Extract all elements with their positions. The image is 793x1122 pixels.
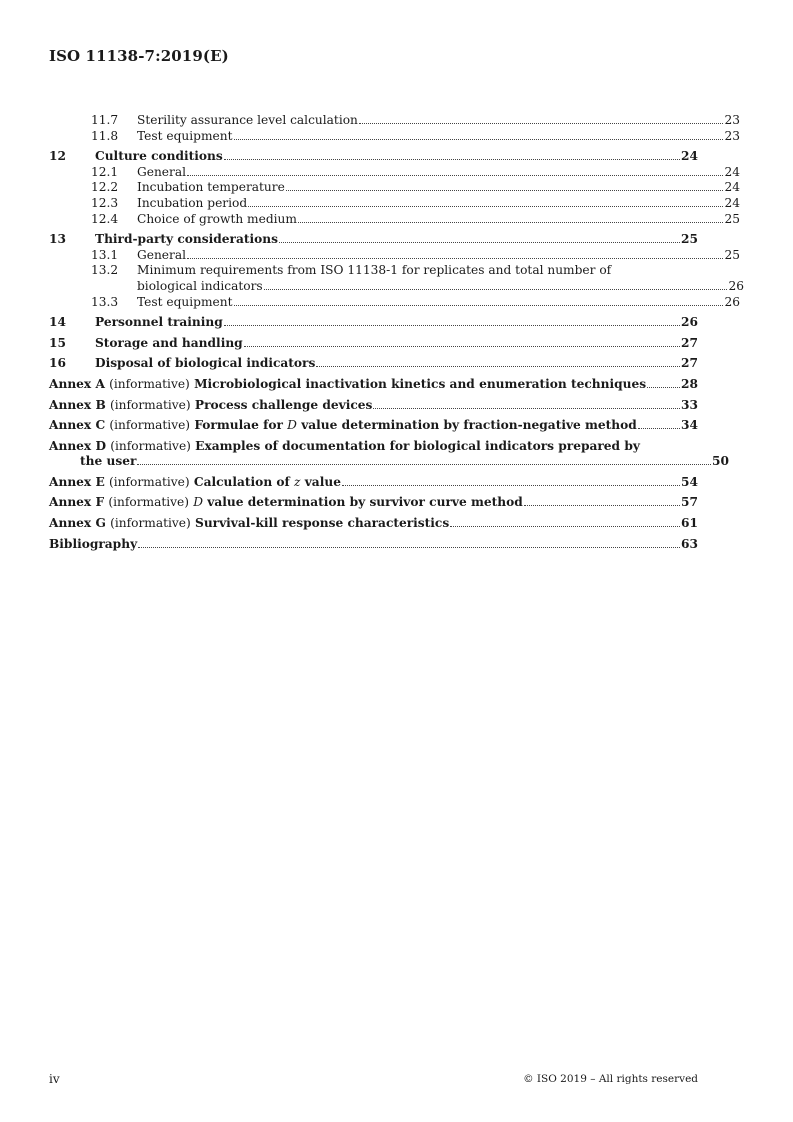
copyright-notice: © ISO 2019 – All rights reserved (523, 1073, 698, 1085)
toc-entry-12-3[interactable]: 12.3 Incubation period 24 (91, 195, 740, 210)
page-number: iv (49, 1072, 60, 1086)
toc-entry-annex-d[interactable]: Annex D (informative) Examples of documentation for biological indicators prepared by the user 50 (49, 438, 729, 469)
toc-entry-13-1[interactable]: 13.1 General 25 (91, 247, 740, 262)
table-of-contents (49, 113, 744, 552)
toc-entry-annex-g[interactable]: Annex G (informative) Survival-kill response characteristics 61 (49, 516, 698, 531)
toc-entry-bibliography[interactable]: Bibliography 63 (49, 536, 698, 551)
toc-entry-13-2[interactable]: 13.2 Minimum requirements from ISO 11138-1 for replicates and total number of biological indicators 26 (91, 263, 744, 293)
dot-leader (224, 325, 680, 326)
dot-leader (359, 123, 724, 124)
dot-leader (138, 547, 680, 548)
dot-leader (647, 387, 680, 388)
dot-leader (187, 175, 723, 176)
toc-entry-11-7[interactable]: 11.7 Sterility assurance level calculation 23 (91, 113, 740, 127)
toc-entry-12-2[interactable]: 12.2 Incubation temperature 24 (91, 180, 740, 195)
dot-leader (187, 258, 723, 259)
toc-entry-annex-a[interactable]: Annex A (informative) Microbiological inactivation kinetics and enumeration techniques 28 (49, 376, 698, 391)
toc-entry-12-1[interactable]: 12.1 General 24 (91, 164, 740, 179)
toc-entry-15[interactable]: 15 Storage and handling 27 (49, 335, 698, 350)
dot-leader (298, 222, 724, 223)
toc-entry-13[interactable]: 13 Third-party considerations 25 (49, 232, 698, 247)
toc-entry-annex-e[interactable]: Annex E (informative) Calculation of z value 54 (49, 474, 698, 489)
dot-leader (224, 159, 680, 160)
dot-leader (234, 305, 724, 306)
toc-entry-annex-b[interactable]: Annex B (informative) Process challenge devices 33 (49, 397, 698, 412)
dot-leader (450, 526, 680, 527)
dot-leader (524, 505, 680, 506)
dot-leader (248, 206, 723, 207)
document-header: ISO 11138-7:2019(E) (49, 47, 229, 65)
toc-entry-12[interactable]: 12 Culture conditions 24 (49, 149, 698, 164)
dot-leader (316, 366, 680, 367)
toc-entry-13-3[interactable]: 13.3 Test equipment 26 (91, 294, 740, 309)
dot-leader (234, 139, 724, 140)
dot-leader (279, 242, 680, 243)
dot-leader (286, 190, 724, 191)
dot-leader (638, 428, 680, 429)
toc-entry-14[interactable]: 14 Personnel training 26 (49, 315, 698, 330)
toc-entry-16[interactable]: 16 Disposal of biological indicators 27 (49, 356, 698, 371)
toc-entry-11-8[interactable]: 11.8 Test equipment 23 (91, 128, 740, 143)
toc-entry-12-4[interactable]: 12.4 Choice of growth medium 25 (91, 211, 740, 226)
dot-leader (137, 464, 711, 465)
dot-leader (264, 289, 728, 290)
toc-entry-annex-c[interactable]: Annex C (informative) Formulae for D value determination by fraction-negative method 34 (49, 418, 698, 433)
toc-entry-annex-f[interactable]: Annex F (informative) D value determination by survivor curve method 57 (49, 495, 698, 510)
dot-leader (244, 346, 680, 347)
dot-leader (342, 485, 680, 486)
dot-leader (373, 408, 680, 409)
